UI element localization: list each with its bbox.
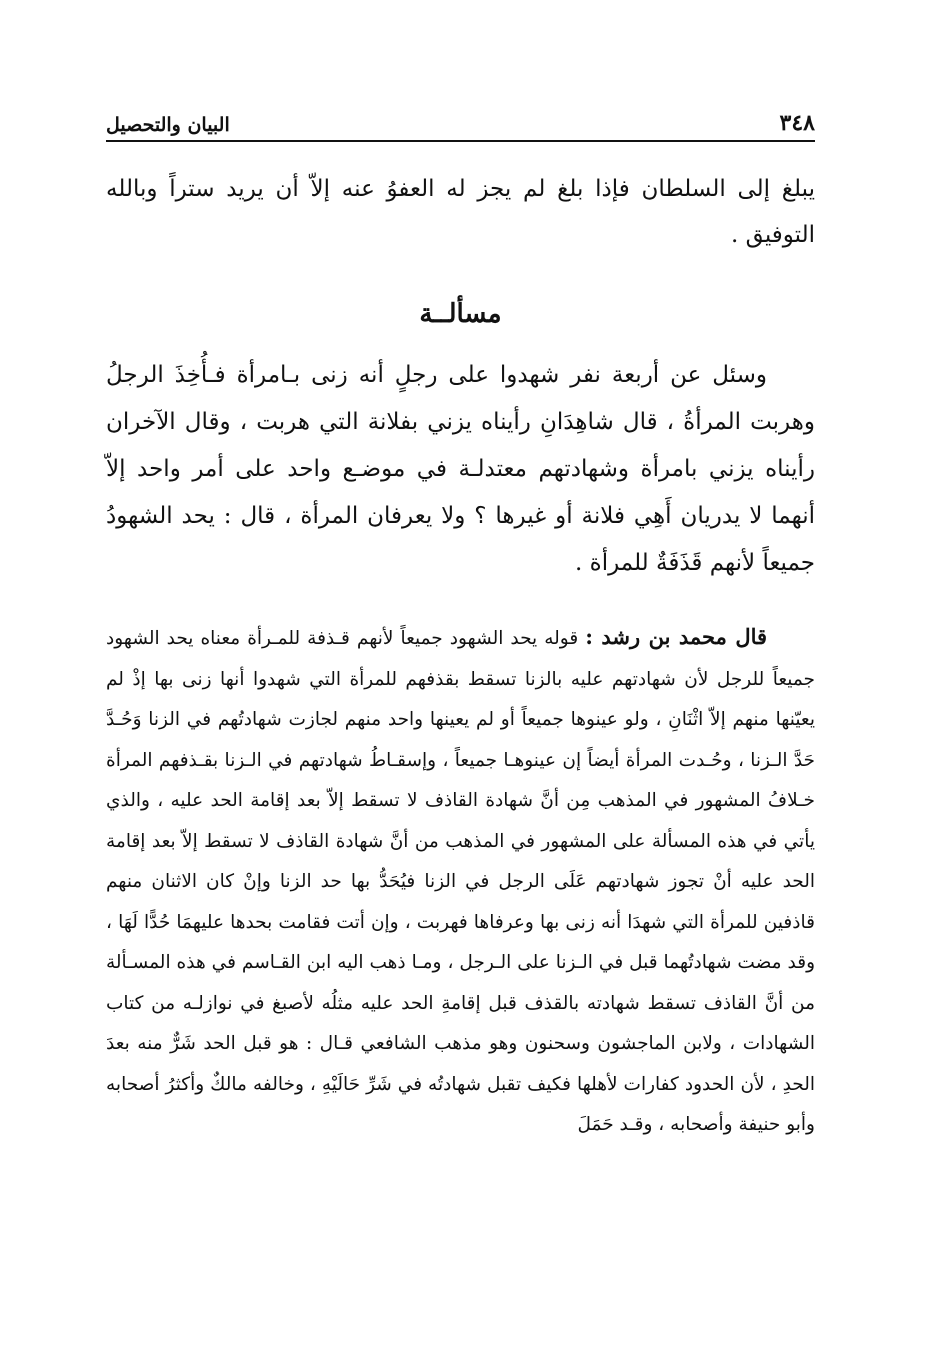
page-number: ٣٤٨: [779, 110, 815, 136]
page-header: [106, 96, 815, 142]
running-title: البيان والتحصيل: [106, 114, 230, 136]
page-body: [106, 166, 815, 1146]
commentary-paragraph: [106, 617, 815, 1146]
commentary-text: قوله يحد الشهود جميعاً لأنهم قـذفة للمـرأة معناه يحد الشهود جميعاً للرجل لأن شهادتهم عليه بالزنا تسقط بقذفهم للمرأة التي شهدوا أنها زنى بها إذْ لم يعيّنها منهم إلاّ اثْنَانِ ، ولو عينوها جميعاً أو لم يعينها واحد منهم لجازت شهادتُهم في الزنا وَحُـدَّ حَدَّ الـزنا ، وحُـدت المرأة أيضاً إن عينوهـا جميعاً ، وإسقـاطُ شهادتهم في الـزنا بقـذفهم المرأة خـلافُ المشهور في المذهب مِن أنَّ شهادة القاذف لا تسقط إلاّ بعد إقامة الحد عليه ، والذي يأتي في هذه المسألة على المشهور في المذهب من أنَّ شهادة القاذف لا تسقط إلاّ بعد إقامة الحد عليه أنْ تجوز شهادتهم عَلَى الرجل في الزنا فيُحَدُّ بها حد الزنا وإنْ كان الاثنان منهم قاذفين للمرأة التي شهدَا أنه زنى بها وعرفاها فهربت ، وإن أتت فقامت بحدها عليهمَا حُدًّا لَهَا ، وقد مضت شهادتُهما قبل في الـزنا على الـرجل ، ومـا ذهب اليه ابن القـاسم في هذه المسـألة من أنَّ القاذف تسقط شهادته بالقذف قبل إقامةِ الحد عليه مثلُه لأصبغ في نوازلـه من كتاب الشهادات ، ولابن الماجشون وسحنون وهو مذهب الشافعي قـال : هو قبل الحد شَرٌّ منه بعدَ الحدِ ، لأن الحدود كفارات لأهلها فكيف تقبل شهادتُه في شَرِّ حَالَيْهِ ، وخالفه مالكٌ وأكثرُ أصحابه وأبو حنيفة وأصحابه ، وقـد حَمَلَ: [106, 628, 815, 1135]
commentary-speaker: قال محمد بن رشد :: [585, 624, 768, 649]
continuation-paragraph: يبلغ إلى السلطان فإذا بلغ لم يجز له العفوُ عنه إلاّ أن يريد ستراً وبالله التوفيق .: [106, 176, 815, 248]
section-heading: مسألــة: [419, 299, 502, 329]
question-paragraph: وسئل عن أربعة نفر شهدوا على رجلٍ أنه زنى بـامرأة فـأُخِذَ الرجلُ وهربت المرأةُ ، قال شاهِدَانِ رأيناه يزني بفلانة التي هربت ، وقال الآخران رأيناه يزني بامرأة وشهادتهم معتدلـة في موضـع واحد على أمر واحد إلاّ أنهما لا يدريان أَهِي فلانة أو غيرها ؟ ولا يعرفان المرأة ، قال : يحد الشهودُ جميعاً لأنهم قَذَفَةٌ للمرأة .: [106, 362, 815, 576]
